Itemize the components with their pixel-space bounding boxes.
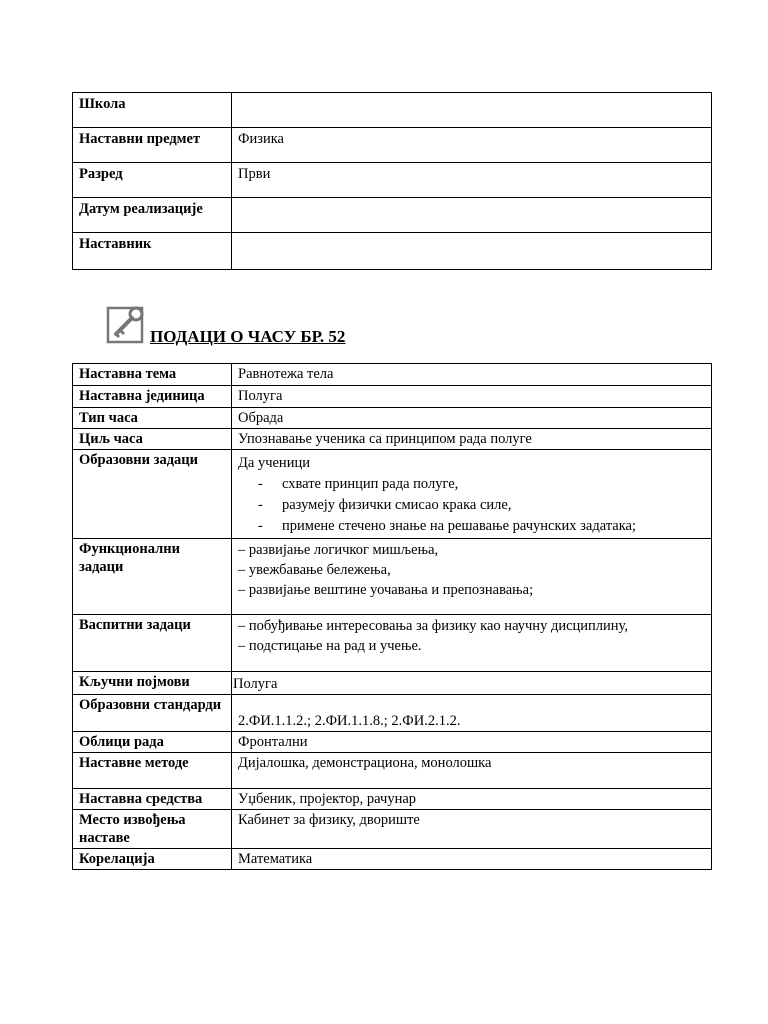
lesson-row-korelacija [73, 849, 712, 870]
row-label: Тип часа [73, 408, 232, 429]
lesson-row-metode [73, 753, 712, 789]
row-value: Математика [232, 849, 712, 870]
list-item: - примене стечено знање на решавање рачунских задатака; [238, 516, 705, 537]
row-label: Облици рада [73, 732, 232, 753]
info-value [232, 198, 712, 233]
lesson-row-jedinica [73, 386, 712, 408]
row-label: Наставна јединица [73, 386, 232, 408]
lesson-row-pojmovi [73, 672, 712, 695]
list-item-text: схвате принцип рада полуге, [282, 476, 459, 492]
lesson-row-cilj [73, 429, 712, 450]
lesson-row-tema [73, 364, 712, 386]
info-value: Физика [232, 128, 712, 163]
text-line: – подстицање на рад и учење. [238, 638, 422, 654]
row-label: Наставне методе [73, 753, 232, 789]
row-value [232, 450, 712, 539]
row-value: Фронтални [232, 732, 712, 753]
info-row [73, 198, 712, 233]
row-value: Кабинет за физику, двориште [232, 810, 712, 849]
row-label: Наставна средства [73, 789, 232, 810]
row-label: Васпитни задаци [73, 615, 232, 672]
lesson-row-vaspitni [73, 615, 712, 672]
row-value: Упознавање ученика са принципом рада полуге [232, 429, 712, 450]
info-label: Наставник [73, 233, 232, 270]
info-label: Школа [73, 93, 232, 128]
row-label: Кључни појмови [73, 672, 232, 695]
school-info-table [72, 92, 712, 270]
list-item-text: разумеју физички смисао крака силе, [282, 497, 512, 513]
info-label: Разред [73, 163, 232, 198]
info-value [232, 233, 712, 270]
lesson-title: ПОДАЦИ О ЧАСУ БР. 52 [150, 327, 346, 346]
lesson-row-tip [73, 408, 712, 429]
row-label: Циљ часа [73, 429, 232, 450]
row-label: Корелација [73, 849, 232, 870]
row-label: Наставна тема [73, 364, 232, 386]
info-row [73, 128, 712, 163]
lesson-row-mesto [73, 810, 712, 849]
info-row [73, 93, 712, 128]
lesson-row-obrazovni [73, 450, 712, 539]
row-value: Обрада [232, 408, 712, 429]
info-row [73, 233, 712, 270]
info-label: Датум реализације [73, 198, 232, 233]
lesson-row-funkcionalni [73, 539, 712, 615]
list-item: - схвате принцип рада полуге, [238, 474, 705, 495]
row-value [232, 615, 712, 672]
row-value: Уџбеник, пројектор, рачунар [232, 789, 712, 810]
key-in-box-icon [106, 304, 148, 346]
row-label: Функционални задаци [73, 539, 232, 615]
lesson-heading [106, 302, 345, 346]
row-label: Место извођења наставе [73, 810, 232, 849]
list-item: - разумеју физички смисао крака силе, [238, 495, 705, 516]
info-value: Први [232, 163, 712, 198]
list-item-text: примене стечено знање на решавање рачунских задатака; [282, 518, 636, 534]
tasks-intro: Да ученици [238, 455, 310, 471]
row-label: Образовни стандарди [73, 695, 232, 732]
text-line: – развијање логичког мишљења, [238, 542, 439, 558]
row-value [232, 539, 712, 615]
row-value: Равнотежа тела [232, 364, 712, 386]
row-value: Дијалошка, демонстрациона, монолошка [232, 753, 712, 789]
row-value: Полуга [232, 386, 712, 408]
info-value [232, 93, 712, 128]
lesson-row-sredstva [73, 789, 712, 810]
lesson-details-table [72, 363, 712, 870]
lesson-row-standardi [73, 695, 712, 732]
row-label: Образовни задаци [73, 450, 232, 539]
text-line: – увежбавање бележења, [238, 562, 391, 578]
text-line: – побуђивање интересовања за физику као научну дисциплину, [238, 618, 628, 634]
lesson-row-oblici [73, 732, 712, 753]
info-row [73, 163, 712, 198]
info-label: Наставни предмет [73, 128, 232, 163]
row-value: 2.ФИ.1.1.2.; 2.ФИ.1.1.8.; 2.ФИ.2.1.2. [232, 695, 712, 732]
text-line: – развијање вештине уочавања и препознавања; [238, 582, 534, 598]
row-value: Полуга [232, 672, 712, 695]
